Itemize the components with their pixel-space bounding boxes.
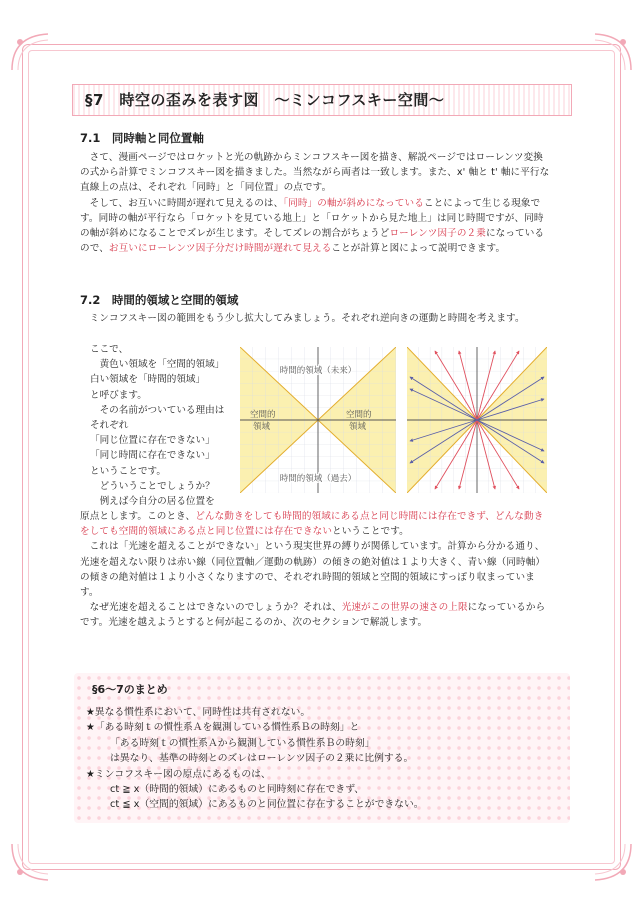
section-7-2-body bbox=[80, 509, 552, 631]
corner-ornament-icon bbox=[8, 838, 54, 884]
side-line: と呼びます。 bbox=[90, 389, 147, 401]
summary-line: ★異なる慣性系において、同時性は共有されない。 bbox=[86, 707, 311, 718]
side-line: ということです。 bbox=[90, 465, 166, 477]
summary-line: ★ミンコフスキー図の原点にあるものは、 bbox=[86, 768, 271, 780]
side-line: 「同じ時間に存在できない」 bbox=[90, 450, 215, 462]
summary-line: ★「ある時刻ｔの慣性系Ａを観測している慣性系Ｂの時刻」と bbox=[86, 722, 360, 734]
summary-line: ct ≧ x（時間的領域）にあるものと同時刻に存在できず、 bbox=[110, 784, 365, 796]
heading-7-2: 7.2 時間的領域と空間的領域 bbox=[80, 293, 239, 307]
side-line: その名前がついている理由は bbox=[99, 404, 225, 416]
worldline-diagram bbox=[407, 347, 547, 493]
section-title: §7 時空の歪みを表す図 〜ミンコフスキー空間〜 bbox=[72, 84, 572, 116]
paragraph: これは「光速を超えることができない」という現実世界の縛りが関係しています。計算から分かる通り、光速を超えない限りは赤い線（同位置軸／運動の軌跡）の傾きの絶対値は１より大きく、青い線（同時軸）の傾きの絶対値は１より小さくなりますので、それぞれ時間的領域と空間的領域にすっぽり収まっています。 bbox=[80, 541, 546, 599]
side-text bbox=[90, 342, 240, 509]
space-right-label: 空間的 bbox=[346, 410, 372, 420]
paragraph: そして、お互いに時間が遅れて見えるのは、「同時」の軸が斜めになっていることによって生じる現象です。同時の軸が平行なら「ロケットを見ている地上」と「ロケットから見た地上」は同じ時間ですが、同時の軸が斜めになることでズレが生じます。そしてズレの割合がちょうどローレンツ因子の２乗になっているので、お互いにローレンツ因子分だけ時間が遅れて見えることが計算と図によって説明できます。 bbox=[80, 197, 545, 255]
highlight-text: 光速がこの世界の速さの上限 bbox=[341, 602, 468, 614]
highlight-text: どんな動きをしても時間的領域にある点と同じ時間には存在できず、どんな動きをしても空間的領域にある点と同じ位置には存在できない bbox=[80, 511, 544, 538]
side-line: それぞれ bbox=[90, 420, 129, 432]
corner-ornament-icon bbox=[589, 838, 635, 884]
region-diagram bbox=[240, 347, 396, 493]
space-right-label: 領域 bbox=[349, 422, 367, 432]
paragraph: ミンコフスキー図の範囲をもう少し拡大してみましょう。それぞれ逆向きの運動と時間を考えます。 bbox=[89, 313, 525, 324]
section-7-1-body bbox=[80, 150, 552, 256]
heading-7-1: 7.1 同時軸と同位置軸 bbox=[80, 131, 204, 145]
space-left-label: 空間的 bbox=[250, 410, 276, 420]
corner-ornament-icon bbox=[8, 30, 54, 76]
side-line: ここで、 bbox=[90, 344, 129, 355]
side-line: 「同じ位置に存在できない」 bbox=[90, 435, 215, 447]
highlight-text: お互いにローレンツ因子分だけ時間が遅れて見える bbox=[108, 243, 332, 255]
side-line: 例えば今自分の居る位置を bbox=[99, 496, 215, 508]
side-line: 白い領域を「時間的領域」 bbox=[90, 374, 206, 386]
section-7-2-intro bbox=[80, 311, 552, 326]
future-label: 時間的領域（未来） bbox=[279, 366, 357, 376]
paragraph: 原点とします。このとき、どんな動きをしても時間的領域にある点と同じ時間には存在できず、どんな動きをしても空間的領域にある点と同じ位置には存在できないということです。 bbox=[80, 511, 544, 538]
paragraph: さて、漫画ページではロケットと光の軌跡からミンコフスキー図を描き、解説ページではローレンツ変換の式から計算でミンコフスキー図を描きました。当然ながら両者は一致します。また、x' 軸と t' 軸に平行な直線上の点は、それぞれ「同時」と「同位置」の点です。 bbox=[80, 152, 550, 194]
corner-ornament-icon bbox=[589, 30, 635, 76]
summary-box bbox=[74, 673, 570, 823]
space-left-label: 領域 bbox=[253, 422, 271, 432]
highlight-text: 「同時」の軸が斜めになっている bbox=[283, 197, 424, 209]
summary-line: ct ≦ x（空間的領域）にあるものと同位置に存在することができない。 bbox=[110, 799, 424, 811]
highlight-text: ローレンツ因子の２乗 bbox=[389, 228, 486, 240]
past-label: 時間的領域（過去） bbox=[279, 474, 357, 484]
summary-title: §6〜7のまとめ bbox=[92, 683, 168, 696]
summary-line: は異なり、基準の時刻とのズレはローレンツ因子の２乗に比例する。 bbox=[110, 753, 414, 765]
side-line: 黄色い領域を「空間的領域」 bbox=[99, 359, 225, 371]
side-line: どういうことでしょうか？ bbox=[99, 480, 215, 492]
summary-line: 「ある時刻ｔの慣性系Ａから観測している慣性系Ｂの時刻」 bbox=[110, 737, 375, 749]
paragraph: なぜ光速を超えることはできないのでしょうか？それは、光速がこの世界の速さの上限になっているからです。光速を越えようとすると何が起こるのか、次のセクションで解説します。 bbox=[80, 602, 546, 629]
